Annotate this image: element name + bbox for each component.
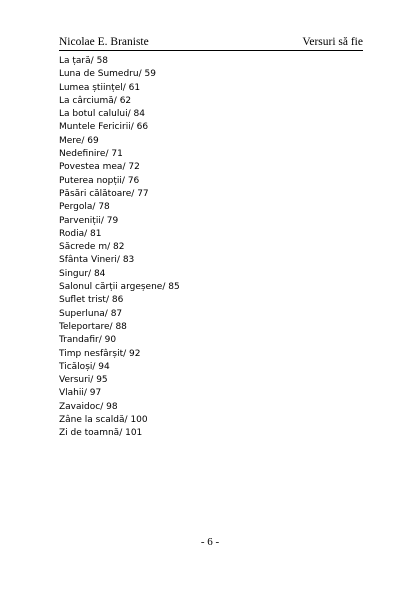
toc-entry [59, 175, 180, 188]
toc-entry-title: Mere [59, 135, 82, 146]
toc-separator: / [109, 321, 116, 332]
toc-separator: / [119, 428, 126, 439]
toc-entry [59, 108, 180, 121]
toc-entry-page: 66 [136, 122, 149, 133]
toc-entry-title: Suflet trist [59, 295, 106, 306]
toc-entry-title: Muntele Fericirii [59, 122, 131, 133]
toc-entry-page: 83 [122, 255, 135, 266]
toc-separator: / [121, 175, 128, 186]
toc-entry-title: Zi de toamnă [59, 428, 120, 439]
toc-entry-page: 82 [113, 242, 125, 253]
toc-entry-title: Sfânta Vineri [59, 255, 117, 266]
toc-entry-page: 71 [111, 149, 123, 160]
toc-entry-title: Vlahii [59, 388, 84, 399]
toc-entry-title: Ticăloși [59, 361, 93, 372]
toc-separator: / [84, 228, 90, 239]
toc-separator: / [105, 295, 112, 306]
toc-entry [59, 387, 180, 400]
toc-entry-page: 90 [104, 335, 117, 346]
toc-entry [59, 82, 180, 95]
toc-entry-title: Nedefinire [59, 149, 106, 160]
toc-entry [59, 334, 180, 347]
toc-entry-title: Pergola [59, 202, 93, 213]
toc-entry-page: 97 [89, 388, 102, 399]
toc-entry-page: 62 [119, 95, 132, 106]
toc-entry [59, 268, 180, 281]
toc-separator: / [92, 202, 99, 213]
toc-entry [59, 281, 180, 294]
toc-entry-page: 58 [96, 56, 109, 66]
toc-entry-title: Zavaidoc [59, 401, 101, 412]
toc-entry-title: Zâne la scaldă [59, 415, 125, 426]
toc-entry [59, 348, 180, 361]
toc-entry [59, 215, 180, 228]
toc-separator: / [90, 375, 97, 386]
toc-separator: / [162, 282, 169, 293]
toc-entry-page: 61 [128, 82, 141, 93]
toc-entry-page: 81 [90, 228, 102, 239]
toc-entry [59, 68, 180, 81]
toc-separator: / [107, 242, 113, 253]
toc-entry-title: Luna de Sumedru [59, 69, 139, 80]
toc-separator: / [138, 69, 145, 80]
toc-entry-page: 79 [106, 215, 119, 226]
toc-entry [59, 254, 180, 267]
toc-entry [59, 374, 180, 387]
toc-entry-page: 85 [168, 282, 180, 293]
toc-entry-title: Singur [59, 268, 89, 279]
toc-separator: / [113, 95, 120, 106]
toc-entry-page: 77 [137, 188, 149, 199]
toc-entry [59, 401, 180, 414]
toc-entry-title: Versuri [59, 375, 91, 386]
toc-separator: / [81, 135, 88, 146]
toc-separator: / [122, 82, 129, 93]
toc-entry [59, 228, 180, 241]
toc-entry-page: 100 [130, 415, 148, 426]
page-header [59, 36, 363, 51]
table-of-contents [59, 55, 180, 441]
toc-entry-title: La botul calului [59, 109, 128, 120]
book-title: Versuri să fie [302, 36, 363, 48]
toc-entry [59, 161, 180, 174]
toc-entry [59, 148, 180, 161]
toc-entry [59, 414, 180, 427]
toc-entry [59, 121, 180, 134]
toc-entry [59, 135, 180, 148]
toc-separator: / [100, 215, 107, 226]
toc-entry-page: 59 [144, 69, 156, 80]
toc-entry-page: 84 [93, 268, 106, 279]
toc-entry [59, 188, 180, 201]
toc-entry-title: Superluna [59, 308, 105, 319]
author-name: Nicolae E. Braniste [59, 36, 149, 48]
toc-entry-page: 78 [98, 202, 110, 213]
toc-separator: / [88, 268, 94, 279]
toc-entry-title: La cârciumă [59, 95, 114, 106]
toc-entry-title: Săcrede m [59, 242, 108, 253]
toc-separator: / [131, 188, 138, 199]
toc-entry-page: 72 [128, 162, 140, 173]
toc-separator: / [100, 401, 107, 412]
toc-entry [59, 427, 180, 440]
toc-entry-title: Rodia [59, 228, 85, 239]
toc-entry-page: 94 [98, 361, 110, 372]
toc-entry-title: Teleportare [59, 321, 110, 332]
toc-separator: / [90, 56, 97, 66]
toc-separator: / [104, 308, 111, 319]
toc-entry-title: Timp nesfârșit [59, 348, 124, 359]
toc-entry-title: Povestea mea [59, 162, 123, 173]
toc-entry-page: 88 [115, 321, 127, 332]
toc-entry-page: 101 [125, 428, 143, 439]
toc-entry-page: 92 [129, 348, 141, 359]
toc-entry-title: Trandafir [59, 335, 99, 346]
toc-entry [59, 308, 180, 321]
toc-entry [59, 55, 180, 68]
toc-entry-page: 76 [127, 175, 140, 186]
toc-entry-title: La țară [59, 56, 91, 66]
page-number: - 6 - [200, 536, 220, 548]
toc-separator: / [105, 149, 112, 160]
toc-separator: / [92, 361, 99, 372]
toc-separator: / [116, 255, 123, 266]
toc-separator: / [130, 122, 137, 133]
toc-entry-title: Salonul cărții argeșene [59, 282, 163, 293]
toc-separator: / [123, 348, 130, 359]
toc-entry-title: Lumea științel [59, 82, 123, 93]
toc-separator: / [127, 109, 134, 120]
toc-entry [59, 361, 180, 374]
toc-entry-title: Păsări călătoare [59, 188, 132, 199]
toc-entry-page: 84 [133, 109, 145, 120]
toc-entry-page: 98 [106, 401, 118, 412]
toc-entry-page: 69 [87, 135, 99, 146]
toc-entry-page: 87 [110, 308, 123, 319]
toc-entry [59, 294, 180, 307]
toc-entry-page: 86 [111, 295, 124, 306]
toc-separator: / [124, 415, 131, 426]
toc-entry-title: Puterea nopții [59, 175, 122, 186]
toc-separator: / [122, 162, 129, 173]
toc-entry [59, 201, 180, 214]
toc-entry [59, 241, 180, 254]
toc-entry-page: 95 [96, 375, 108, 386]
toc-separator: / [83, 388, 90, 399]
toc-entry [59, 95, 180, 108]
toc-entry-title: Parveniții [59, 215, 101, 226]
toc-separator: / [98, 335, 105, 346]
toc-entry [59, 321, 180, 334]
